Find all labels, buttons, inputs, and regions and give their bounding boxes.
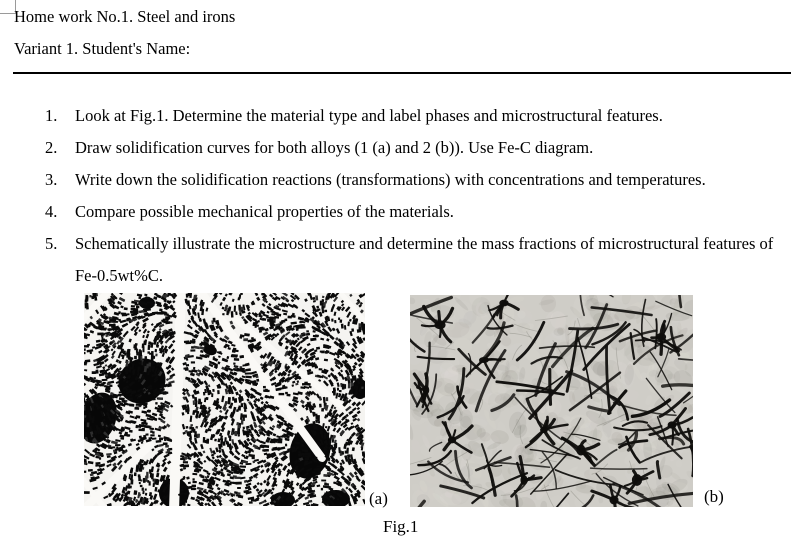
task-number: 3. [45, 170, 58, 189]
task-text: Schematically illustrate the microstructure and determine the mass fractions of microstructural features of Fe-0.5wt%C. [75, 234, 774, 285]
task-item-2 [45, 132, 780, 164]
figure-caption: Fig.1 [383, 517, 419, 536]
task-text: Write down the solidification reactions (transformations) with concentrations and temperatures. [75, 170, 706, 189]
figure-label-b: (b) [704, 487, 724, 506]
task-text: Look at Fig.1. Determine the material type and label phases and microstructural features. [75, 106, 663, 125]
task-text: Compare possible mechanical properties of the materials. [75, 202, 454, 221]
task-item-5 [45, 228, 780, 292]
task-text: Draw solidification curves for both alloys (1 (a) and 2 (b)). Use Fe-C diagram. [75, 138, 594, 157]
micrograph-b-graphite-flakes-image [410, 295, 693, 507]
micrograph-a-dendritic-structure-image [84, 293, 365, 506]
task-number: 2. [45, 138, 58, 157]
task-number: 1. [45, 106, 58, 125]
variant-student-name-line: Variant 1. Student's Name: [14, 39, 191, 58]
task-item-3 [45, 164, 780, 196]
task-number: 5. [45, 234, 58, 253]
task-number: 4. [45, 202, 58, 221]
task-item-1 [45, 100, 780, 132]
task-item-4 [45, 196, 780, 228]
document-title: Home work No.1. Steel and irons [14, 7, 236, 26]
figure-label-a: (a) [369, 489, 388, 508]
task-list [45, 100, 780, 292]
horizontal-rule [13, 72, 791, 74]
